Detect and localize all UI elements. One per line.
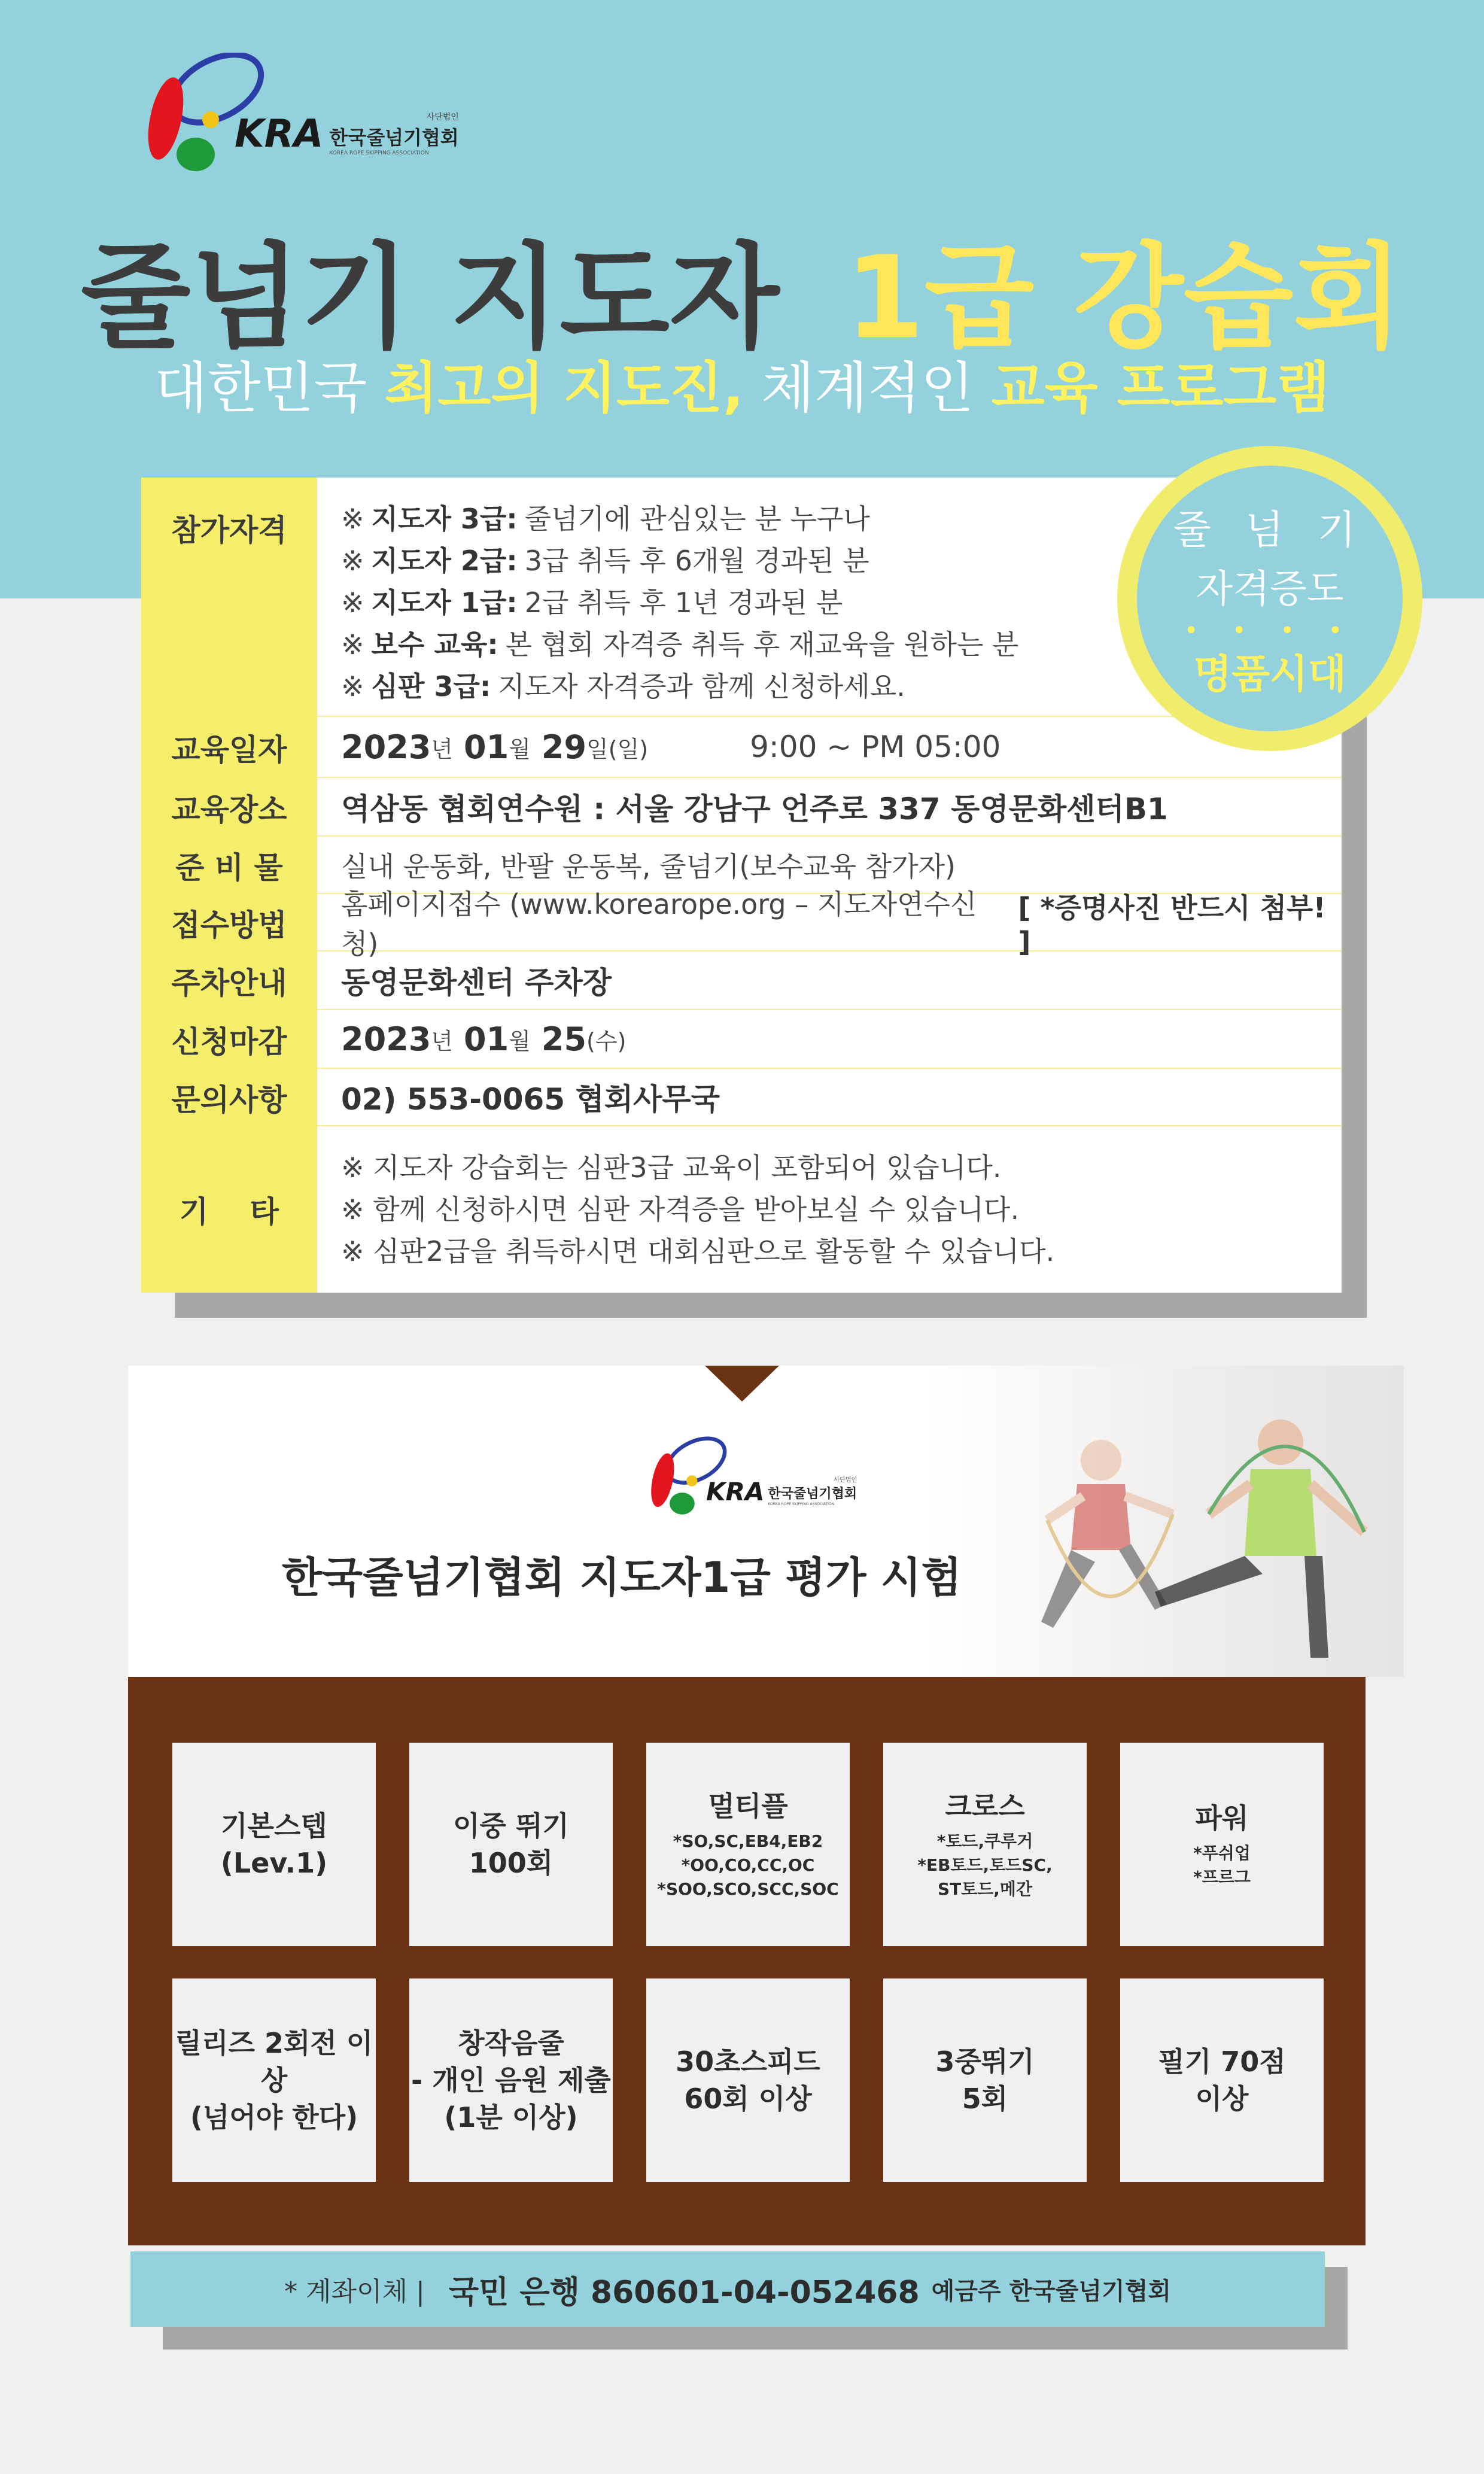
deadline-day: 25 — [541, 1020, 587, 1058]
jumping-kids-illustration-icon — [1029, 1394, 1388, 1677]
exam-item-tile — [883, 1978, 1087, 2182]
qualification-key: 심판 3급: — [371, 670, 491, 703]
date-day-unit: 일 — [586, 735, 609, 762]
account-label: * 계좌이체 | — [284, 2277, 425, 2307]
subtitle-part-4: 교육 프로그램 — [991, 356, 1330, 420]
etc-item: ※ 심판2급을 취득하시면 대회심판으로 활동할 수 있습니다. — [341, 1235, 1055, 1268]
exam-item-detail: *SOO,SCO,SCC,SOC — [657, 1879, 839, 1899]
exam-item-detail: *OO,CO,CC,OC — [681, 1855, 815, 1875]
logo-prefix: 사단법인 — [426, 113, 459, 122]
exam-item-title: 멀티플 — [708, 1790, 788, 1822]
kra-logo — [139, 53, 459, 178]
date-time: 9:00 ~ PM 05:00 — [750, 730, 1001, 764]
title-main: 줄넘기 지도자 — [81, 232, 780, 364]
apply-text: 홈페이지접수 (www.korearope.org – 지도자연수신청) — [341, 888, 977, 960]
exam-item-detail: *푸쉬업 — [1193, 1843, 1251, 1863]
place-value — [317, 778, 1342, 837]
label-prep: 준 비 물 — [175, 850, 283, 885]
deadline-year: 2023 — [341, 1020, 431, 1058]
logo-mark-text: KRA — [235, 112, 324, 156]
badge-line-2: 자격증도 — [1196, 567, 1344, 612]
row-parking — [141, 952, 1342, 1010]
exam-item-tile — [172, 1743, 376, 1946]
date-month: 01 — [464, 728, 509, 766]
exam-item-title: 100회 — [469, 1847, 554, 1879]
subtitle-part-1: 대한민국 — [154, 356, 367, 420]
exam-item-detail: *토드,쿠루거 — [936, 1831, 1033, 1851]
parking-value — [317, 952, 1342, 1010]
date-year-unit: 년 — [431, 735, 454, 762]
exam-item-title: 필기 70점 — [1158, 2046, 1286, 2078]
exam-item-title: (넘어야 한다) — [190, 2101, 358, 2133]
exam-item-title: 30초스피드 — [676, 2046, 820, 2078]
apply-note: [ *증명사진 반드시 첨부! ] — [1018, 892, 1326, 958]
certificate-badge — [1137, 466, 1403, 731]
exam-item-tile — [646, 1978, 850, 2182]
exam-item-title: 창작음줄 — [458, 2027, 564, 2059]
subtitle-part-3: 체계적인 — [761, 356, 974, 420]
etc-item: ※ 함께 신청하시면 심판 자격증을 받아보실 수 있습니다. — [341, 1193, 1020, 1226]
label-deadline: 신청마감 — [171, 1025, 287, 1059]
exam-item-title: (1분 이상) — [444, 2101, 578, 2133]
exam-item-title: 릴리즈 2회전 이상 — [175, 2027, 373, 2096]
exam-item-details — [657, 1829, 838, 1901]
exam-item-title: 이중 뛰기 — [453, 1810, 569, 1842]
logo-small-english-name: KOREA ROPE SKIPPING ASSOCIATION — [768, 1502, 835, 1506]
logo-english-name: KOREA ROPE SKIPPING ASSOCIATION — [329, 150, 429, 156]
row-date — [141, 717, 1342, 778]
parking-text: 동영문화센터 주차장 — [341, 965, 612, 1000]
qualification-mark: ※ — [341, 545, 364, 577]
exam-title: 한국줄넘기협회 지도자1급 평가 시험 — [281, 1553, 962, 1602]
account-bank-number: 국민 은행 860601-04-052468 — [448, 2274, 920, 2311]
deadline-weekday: (수) — [586, 1028, 627, 1054]
exam-item-tile — [409, 1743, 613, 1946]
exam-item-detail: *SO,SC,EB4,EB2 — [673, 1831, 823, 1851]
label-date: 교육일자 — [171, 733, 287, 767]
deadline-month-unit: 월 — [509, 1028, 531, 1054]
qualification-text: 3급 취득 후 6개월 경과된 분 — [524, 545, 869, 577]
qualification-mark: ※ — [341, 628, 364, 661]
label-etc: 기 타 — [179, 1195, 279, 1229]
qualification-key: 지도자 3급: — [371, 503, 518, 535]
qualification-mark: ※ — [341, 503, 364, 535]
page-subtitle — [0, 344, 1484, 423]
etc-list — [317, 1126, 1342, 1293]
qualification-key: 지도자 2급: — [371, 545, 518, 577]
logo-small-mark-text: KRA — [706, 1476, 765, 1506]
date-day: 29 — [541, 728, 587, 766]
subtitle-part-2: 최고의 지도진, — [384, 356, 744, 420]
qualification-item — [341, 665, 905, 707]
logo-small-prefix: 사단법인 — [834, 1476, 857, 1484]
exam-item-title: 크로스 — [945, 1790, 1025, 1822]
logo-small-korean-name: 한국줄넘기협회 — [768, 1486, 857, 1502]
deadline-year-unit: 년 — [431, 1028, 454, 1054]
qualification-text: 줄넘기에 관심있는 분 누구나 — [524, 503, 870, 535]
badge-line-1: 줄 넘 기 — [1173, 507, 1367, 553]
label-apply: 접수방법 — [171, 908, 287, 943]
exam-item-details — [917, 1829, 1052, 1901]
row-etc — [141, 1126, 1342, 1293]
account-holder: 예금주 한국줄넘기협회 — [931, 2277, 1171, 2305]
exam-item-title: 이상 — [1195, 2083, 1249, 2115]
place-text: 역삼동 협회연수원 : 서울 강남구 언주로 337 동영문화센터B1 — [341, 792, 1168, 826]
exam-item-title: 기본스텝 — [221, 1810, 327, 1842]
exam-item-title: 3중뛰기 — [935, 2046, 1035, 2078]
prep-value: 실내 운동화, 반팔 운동복, 줄넘기(보수교육 참가자) — [317, 837, 1342, 894]
date-year: 2023 — [341, 728, 431, 766]
exam-item-tile — [172, 1978, 376, 2182]
exam-item-detail: *EB토드,토드SC, — [917, 1855, 1053, 1875]
exam-item-title: 60회 이상 — [684, 2083, 812, 2115]
qualification-mark: ※ — [341, 586, 364, 619]
row-place — [141, 778, 1342, 837]
exam-item-title: (Lev.1) — [220, 1847, 328, 1879]
badge-dots: • • • • — [1184, 617, 1356, 645]
deadline-month: 01 — [464, 1020, 509, 1058]
down-arrow-icon — [705, 1366, 779, 1402]
label-contact: 문의사항 — [171, 1083, 287, 1117]
qualification-text: 지도자 자격증과 함께 신청하세요. — [498, 670, 905, 703]
row-apply — [141, 888, 1342, 960]
exam-item-tile — [1120, 1743, 1324, 1946]
exam-item-title: 5회 — [962, 2083, 1008, 2115]
exam-item-details — [1193, 1841, 1251, 1889]
qualification-key: 보수 교육: — [371, 628, 498, 661]
deadline-value — [317, 1010, 1342, 1069]
title-accent: 1급 강습회 — [845, 232, 1403, 364]
etc-item: ※ 지도자 강습회는 심판3급 교육이 포함되어 있습니다. — [341, 1151, 1002, 1184]
row-deadline — [141, 1010, 1342, 1069]
kra-logo-small — [645, 1436, 857, 1520]
exam-item-tile — [409, 1978, 613, 2182]
qualification-text: 2급 취득 후 1년 경과된 분 — [524, 586, 843, 619]
label-qualification: 참가자격 — [171, 513, 287, 548]
badge-line-3: 명품시대 — [1193, 651, 1346, 697]
label-place: 교육장소 — [171, 792, 287, 827]
qualification-item — [341, 498, 870, 540]
exam-item-detail: *프르그 — [1193, 1867, 1251, 1887]
qualification-mark: ※ — [341, 670, 364, 703]
exam-item-title: - 개인 음원 제출 — [411, 2064, 611, 2096]
apply-value — [317, 888, 1342, 960]
exam-item-title: 파워 — [1195, 1802, 1249, 1834]
contact-text: 02) 553-0065 협회사무국 — [341, 1082, 720, 1117]
exam-item-tile — [646, 1743, 850, 1946]
label-parking: 주차안내 — [171, 966, 287, 1001]
account-bar — [130, 2251, 1325, 2327]
qualification-item — [341, 582, 843, 624]
qualification-item — [341, 540, 869, 582]
exam-item-detail: ST토드,메간 — [937, 1879, 1033, 1899]
date-weekday: (일) — [608, 735, 649, 762]
logo-korean-name: 한국줄넘기협회 — [329, 126, 459, 149]
qualification-text: 본 협회 자격증 취득 후 재교육을 원하는 분 — [505, 628, 1019, 661]
qualification-key: 지도자 1급: — [371, 586, 518, 619]
contact-value — [317, 1069, 1342, 1126]
exam-item-tile — [1120, 1978, 1324, 2182]
qualification-item — [341, 624, 1018, 665]
row-contact — [141, 1069, 1342, 1126]
exam-item-tile — [883, 1743, 1087, 1946]
date-month-unit: 월 — [509, 735, 531, 762]
